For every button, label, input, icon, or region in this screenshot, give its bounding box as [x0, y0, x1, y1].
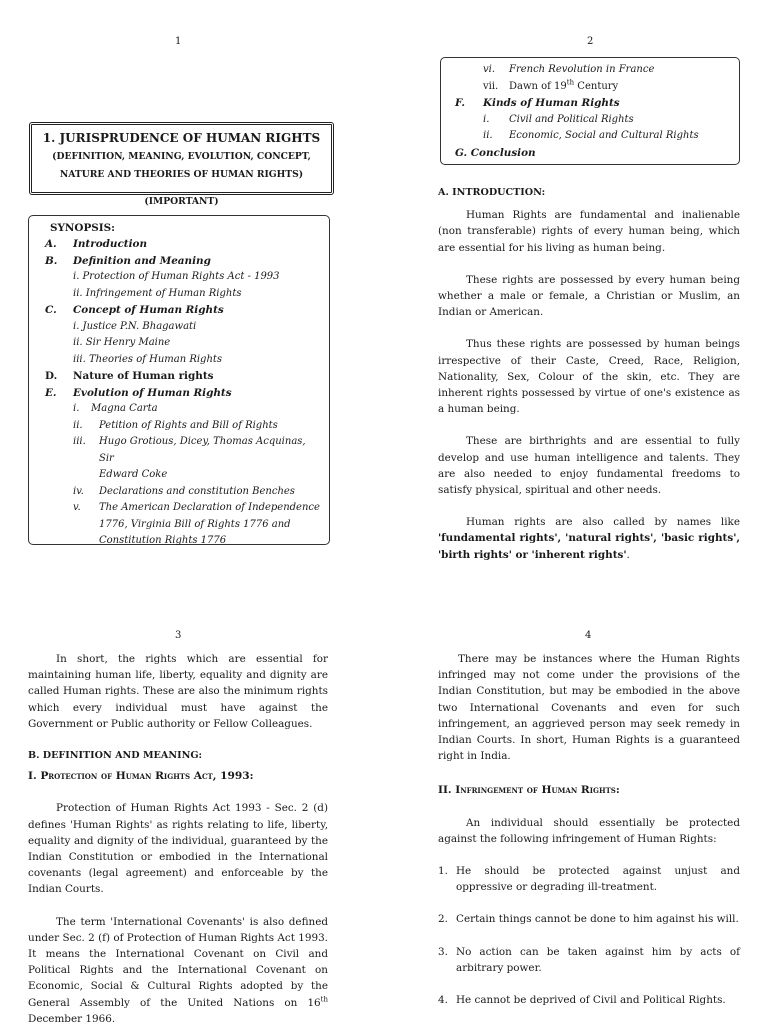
synopsis-subitem-c3: iii. Theories of Human Rights	[73, 353, 223, 365]
page-number-2: 2	[587, 36, 594, 47]
intro-paragraph-5: Human rights are also called by names like 'fundamental rights', 'natural rights', 'basic rights', 'birth rights' or 'inherent rights'.	[438, 516, 740, 561]
synopsis-subitem-f2: ii. Economic, Social and Cultural Rights	[483, 130, 699, 141]
synopsis-continued-box	[440, 57, 740, 165]
intro-paragraph-4: These are birthrights and are essential to fully develop and use human intelligence and talents. They are also needed to enjoy fundamental freedoms to satisfy physical, spiritual and other needs.	[438, 435, 740, 497]
synopsis-subitem-e5-cont2: Constitution Rights 1776	[99, 535, 227, 546]
synopsis-item-g: G. Conclusion	[455, 146, 536, 159]
synopsis-item-c: C. Concept of Human Rights	[45, 304, 224, 316]
list-item: 1. He should be protected against unjust and oppressive or degrading ill-treatment.	[438, 865, 740, 894]
page-number-1: 1	[175, 36, 182, 47]
synopsis-box	[28, 215, 330, 545]
important-label: (IMPORTANT)	[144, 196, 219, 207]
summary-paragraph: In short, the rights which are essential for maintaining human life, liberty, equality and dignity are called Human rights. These are also the minimum rights which every individual must have against the Government or Public authority or Fellow Colleagues.	[28, 653, 328, 730]
intro-heading: A. INTRODUCTION:	[438, 187, 546, 198]
synopsis-subitem-f1: i. Civil and Political Rights	[483, 113, 634, 125]
synopsis-subitem-b2: ii. Infringement of Human Rights	[73, 287, 242, 299]
synopsis-subitem-e3: iii. Hugo Grotious, Dicey, Thomas Acquinas, Sir	[73, 436, 306, 464]
intro-paragraph-2: These rights are possessed by every human being whether a male or female, a Christian or Muslim, an Indian or American.	[438, 273, 740, 319]
synopsis-item-a: A. Introduction	[45, 238, 147, 250]
synopsis-item-f: F. Kinds of Human Rights	[455, 97, 620, 109]
list-item: 4. He cannot be deprived of Civil and Political Rights.	[438, 994, 726, 1007]
section-i-heading: I. Protection of Human Rights Act, 1993:	[28, 770, 254, 783]
synopsis-subitem-c1: i. Justice P.N. Bhagawati	[73, 320, 197, 332]
synopsis-item-d: D. Nature of Human rights	[45, 370, 214, 382]
list-item: 3. No action can be taken against him by acts of arbitrary power.	[438, 945, 740, 974]
synopsis-subitem-e7: vii. Dawn of 19th Century	[483, 78, 619, 92]
page-number-3: 3	[175, 630, 182, 641]
synopsis-subitem-b1: i. Protection of Human Rights Act - 1993	[73, 271, 280, 282]
synopsis-subitem-e6: vi. French Revolution in France	[483, 64, 655, 75]
section-ii-heading: II. Infringement of Human Rights:	[438, 784, 620, 797]
chapter-title-box	[29, 122, 334, 195]
synopsis-subitem-e3-cont: Edward Coke	[99, 469, 168, 480]
section-b-heading: B. DEFINITION AND MEANING:	[28, 750, 203, 762]
synopsis-item-b: B. Definition and Meaning	[45, 254, 211, 267]
infringement-paragraph: An individual should essentially be protected against the following infringement of Human Rights:	[438, 816, 740, 845]
definition-paragraph: Protection of Human Rights Act 1993 - Sec. 2 (d) defines 'Human Rights' as rights relating to life, liberty, equality and dignity of the individual, guaranteed by the Indian Constitution or embodied in the International covenants (legal agreement) and enforceable by the Indian Courts.	[28, 802, 328, 896]
alternate-names: 'fundamental rights', 'natural rights', 'basic rights', 'birth rights' or 'inherent rights'	[438, 532, 740, 561]
intro-paragraph-1: Human Rights are fundamental and inalienable (non transferable) rights of every human being, which are essential for his living as human being.	[438, 209, 740, 254]
intro-paragraph-3: Thus these rights are possessed by human beings irrespective of their Caste, Creed, Race, Religion, Nationality, Sex, Colour of the skin, etc. They are inherent rights possessed by virtue of one's existence as a human being.	[438, 338, 740, 416]
chapter-subtitle-line-1: (DEFINITION, MEANING, EVOLUTION, CONCEPT,	[52, 151, 311, 162]
list-item: 2. Certain things cannot be done to him against his will.	[438, 913, 739, 926]
page-number-4: 4	[585, 630, 592, 641]
chapter-title: 1. JURISPRUDENCE OF HUMAN RIGHTS	[42, 131, 321, 145]
synopsis-label: SYNOPSIS:	[50, 222, 115, 234]
chapter-subtitle-line-2: NATURE AND THEORIES OF HUMAN RIGHTS)	[59, 169, 304, 180]
synopsis-subitem-e5-cont1: 1776, Virginia Bill of Rights 1776 and	[99, 518, 291, 530]
synopsis-item-e: E. Evolution of Human Rights	[45, 386, 232, 399]
synopsis-subitem-e2: ii. Petition of Rights and Bill of Rights	[73, 419, 278, 431]
covenants-paragraph: The term 'International Covenants' is also defined under Sec. 2 (f) of Protection of Human Rights Act 1993. It means the International Covenant on Civil and Political Rights and the International Covenant on Economic, Social & Cultural Rights adopted by the General Assembly of the United Nations on 16th December 1966.	[28, 915, 328, 1025]
synopsis-subitem-e1: i. Magna Carta	[73, 403, 158, 414]
synopsis-subitem-e5: v. The American Declaration of Independence	[73, 502, 320, 513]
synopsis-subitem-e4: iv. Declarations and constitution Benches	[73, 485, 295, 497]
remedy-paragraph: There may be instances where the Human Rights infringed may not come under the provisions of the Indian Constitution, but may be embodied in the above two International Covenants and even for such infringement, an aggrieved person may seek remedy in Indian Courts. In short, Human Rights is a guaranteed right in India.	[438, 653, 740, 763]
synopsis-subitem-c2: ii. Sir Henry Maine	[73, 337, 171, 348]
